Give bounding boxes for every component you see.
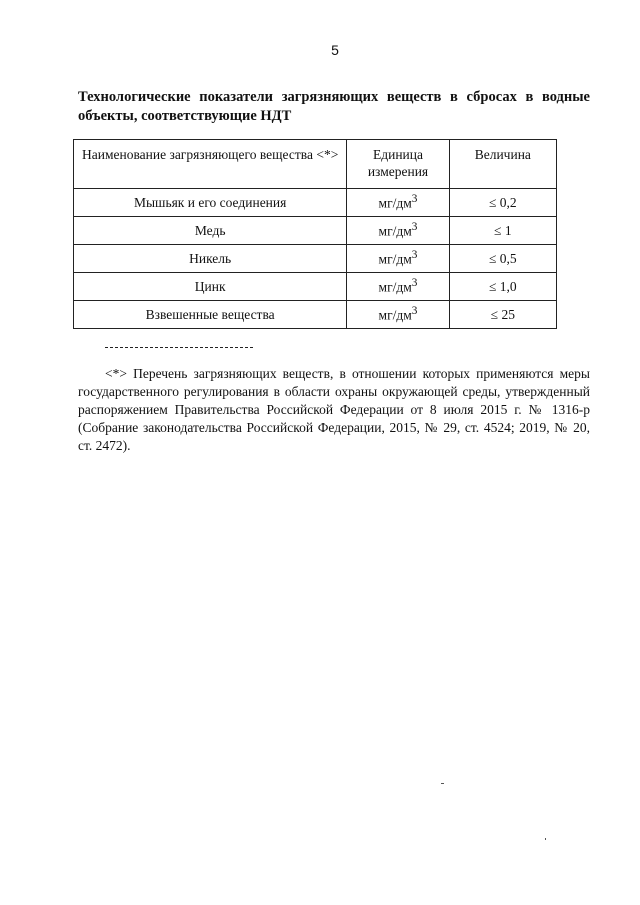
- unit-text: мг/дм: [378, 223, 412, 239]
- pollutant-value: ≤ 1: [449, 217, 556, 245]
- unit-superscript: 3: [411, 221, 418, 234]
- pollutant-name: Взвешенные вещества: [74, 301, 347, 329]
- document-title: Технологические показатели загрязняющих веществ в сбросах в водные объекты, соответствующие НДТ: [78, 89, 590, 124]
- pollutant-value: ≤ 0,2: [449, 189, 556, 217]
- header-pollutant-name: Наименование загрязняющего вещества <*>: [74, 140, 347, 189]
- header-unit: Единица измерения: [347, 140, 449, 189]
- table-row: [74, 189, 557, 217]
- pollutant-name: Никель: [74, 245, 347, 273]
- footnote: <*> Перечень загрязняющих веществ, в отношении которых применяются меры государственного регулирования в области охраны окружающей среды, утвержденный распоряжением Правительства Российской Федерации от 8 июля 2015 г. № 1316-р (Собрание законодательства Российской Федерации, 2015, № 29, ст. 4524; 2019, № 20, ст. 2472).: [78, 366, 590, 453]
- unit-text: мг/дм: [378, 195, 412, 211]
- pollutant-value: ≤ 0,5: [449, 245, 556, 273]
- pollutant-value: ≤ 1,0: [449, 273, 556, 301]
- unit-text: мг/дм: [378, 279, 412, 295]
- table-header-row: [74, 140, 557, 189]
- pollutant-unit: [347, 301, 449, 329]
- pollutant-unit: [347, 217, 449, 245]
- footnote-separator: [105, 347, 253, 348]
- pollutant-name: Цинк: [74, 273, 347, 301]
- pollutant-unit: [347, 245, 449, 273]
- pollutant-name: Медь: [74, 217, 347, 245]
- pollutant-value: ≤ 25: [449, 301, 556, 329]
- pollutant-unit: [347, 189, 449, 217]
- scan-speck: [545, 838, 546, 840]
- scan-speck: [441, 783, 444, 784]
- table-row: [74, 217, 557, 245]
- unit-text: мг/дм: [378, 251, 412, 267]
- unit-superscript: 3: [411, 249, 418, 262]
- table-row: [74, 273, 557, 301]
- unit-text: мг/дм: [378, 307, 412, 323]
- page-number: 5: [331, 42, 339, 58]
- unit-superscript: 3: [411, 193, 418, 206]
- unit-superscript: 3: [411, 277, 418, 290]
- pollutant-unit: [347, 273, 449, 301]
- pollutant-name: Мышьяк и его соединения: [74, 189, 347, 217]
- pollutants-table: [73, 139, 557, 329]
- table-row: [74, 245, 557, 273]
- header-value: Величина: [449, 140, 556, 189]
- table-row: [74, 301, 557, 329]
- unit-superscript: 3: [411, 305, 418, 318]
